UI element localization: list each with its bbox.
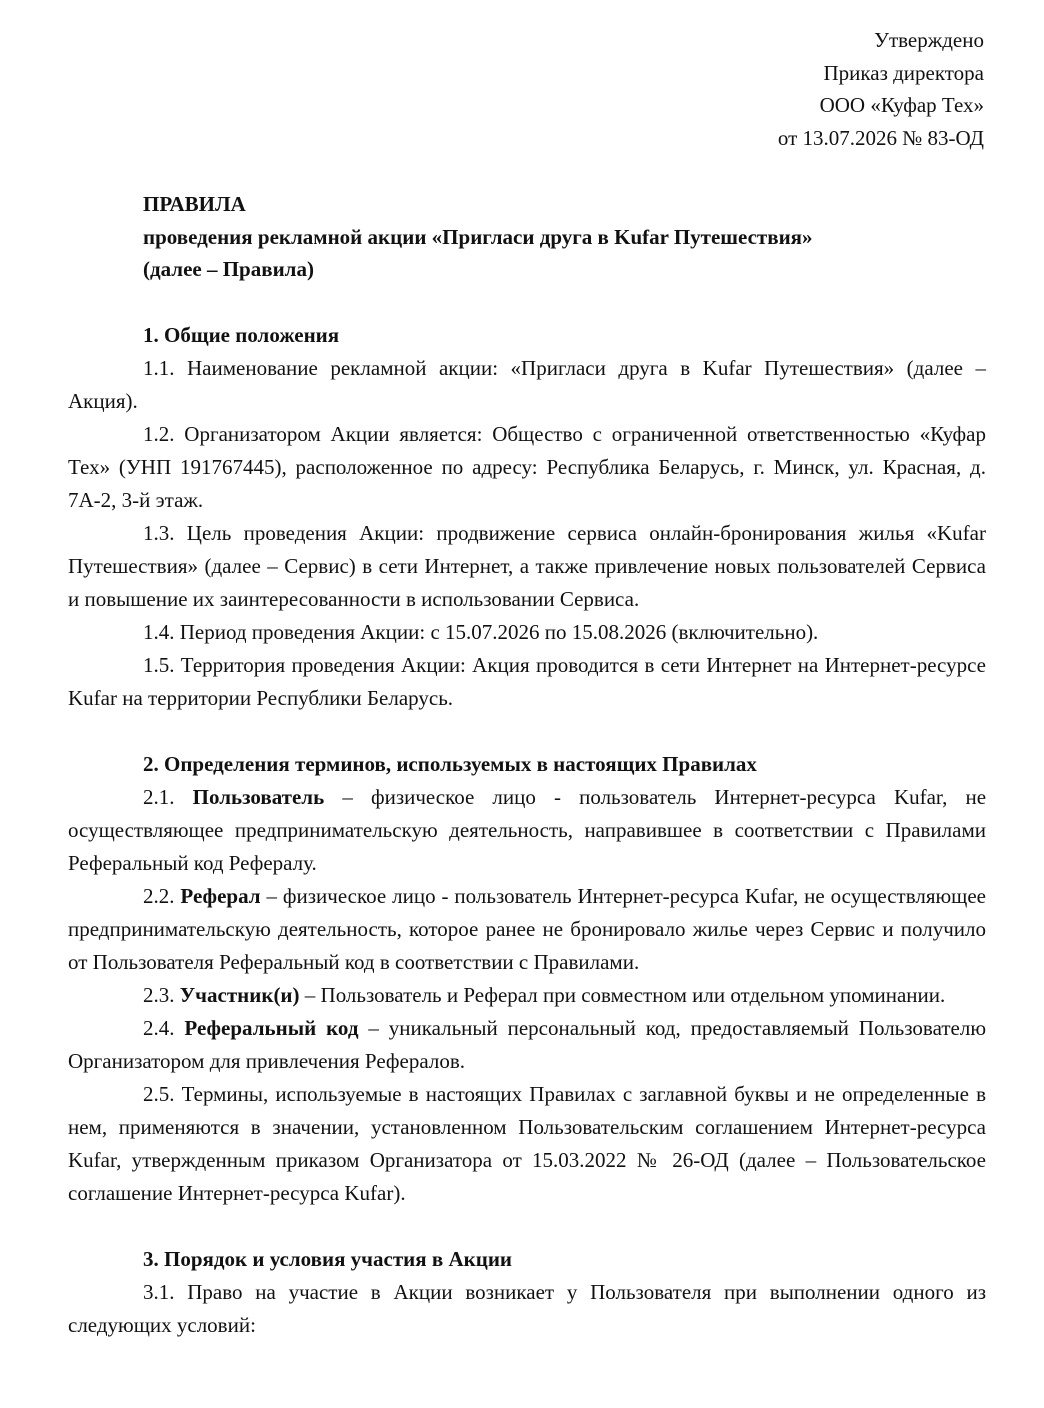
definition-text: – физическое лицо - пользователь Интернет-ресурса Kufar, не осуществляющее предпринимательскую деятельность, которое ранее не бронировало жилье через Сервис и получило от Пользователя Реферальный код в соответствии с Правилами. (68, 883, 986, 974)
paragraph: 3.1. Право на участие в Акции возникает у Пользователя при выполнении одного из следующих условий: (68, 1279, 986, 1337)
document-title (68, 188, 986, 286)
definition-text: – уникальный персональный код, предоставляемый Пользователю Организатором для привлечения Рефералов. (68, 1015, 987, 1073)
paragraph: 1.5. Территория проведения Акции: Акция проводится в сети Интернет на Интернет-ресурсе Kufar на территории Республики Беларусь. (68, 652, 986, 710)
section-heading: 1. Общие положения (143, 322, 340, 347)
defined-term: Пользователь (192, 784, 325, 809)
definition-paragraph (68, 1012, 986, 1078)
approval-stamp (778, 24, 984, 154)
definition-text: – Пользователь и Реферал при совместном или отдельном упоминании. (304, 982, 946, 1007)
definition-paragraph (68, 979, 986, 1012)
paragraph: 1.1. Наименование рекламной акции: «Пригласи друга в Kufar Путешествия» (далее – Акция). (68, 355, 986, 413)
approval-line: от 13.07.2026 № 83-ОД (777, 125, 984, 150)
clause-number: 2.1. (143, 784, 175, 809)
section-heading: 2. Определения терминов, используемых в настоящих Правилах (143, 751, 757, 776)
definition-paragraph (68, 880, 986, 979)
clause-number: 2.2. (143, 883, 175, 908)
paragraph: 1.2. Организатором Акции является: Общество с ограниченной ответственностью «Куфар Тех» (УНП 191767445), расположенное по адресу: Республика Беларусь, г. Минск, ул. Красная, д. 7А-2, 3-й этаж. (68, 421, 986, 512)
document-body (68, 188, 986, 1342)
defined-term: Реферальный код (184, 1015, 359, 1040)
approval-line: ООО «Куфар Тех» (819, 93, 984, 117)
definition-paragraph (68, 781, 986, 880)
title-line: ПРАВИЛА (143, 192, 246, 216)
defined-term: Реферал (180, 883, 261, 908)
section-heading: 3. Порядок и условия участия в Акции (143, 1246, 513, 1271)
defined-term: Участник(и) (179, 982, 300, 1007)
paragraph: 1.4. Период проведения Акции: с 15.07.2026 по 15.08.2026 (включительно). (143, 619, 819, 644)
paragraph: 2.5. Термины, используемые в настоящих Правилах с заглавной буквы и не определенные в нем, применяются в значении, установленном Пользовательским соглашением Интернет-ресурса Kufar, утвержденным приказом Организатора от 15.03.2022 № 26-ОД (далее – Пользовательское соглашение Интернет-ресурса Kufar). (68, 1081, 986, 1205)
approval-line: Приказ директора (823, 60, 984, 85)
clause-number: 2.3. (143, 982, 175, 1007)
title-line: проведения рекламной акции «Пригласи друга в Kufar Путешествия» (143, 224, 813, 249)
clause-number: 2.4. (143, 1015, 175, 1040)
approval-line: Утверждено (874, 28, 984, 52)
definition-text: – физическое лицо - пользователь Интернет-ресурса Kufar, не осуществляющее предпринимательскую деятельность, направившее в соответствии с Правилами Реферальный код Рефералу. (68, 784, 987, 875)
title-line: (далее – Правила) (143, 257, 314, 281)
paragraph: 1.3. Цель проведения Акции: продвижение сервиса онлайн-бронирования жилья «Kufar Путешествия» (далее – Сервис) в сети Интернет, а также привлечение новых пользователей Сервиса и повышение их заинтересованности в использовании Сервиса. (68, 520, 986, 611)
